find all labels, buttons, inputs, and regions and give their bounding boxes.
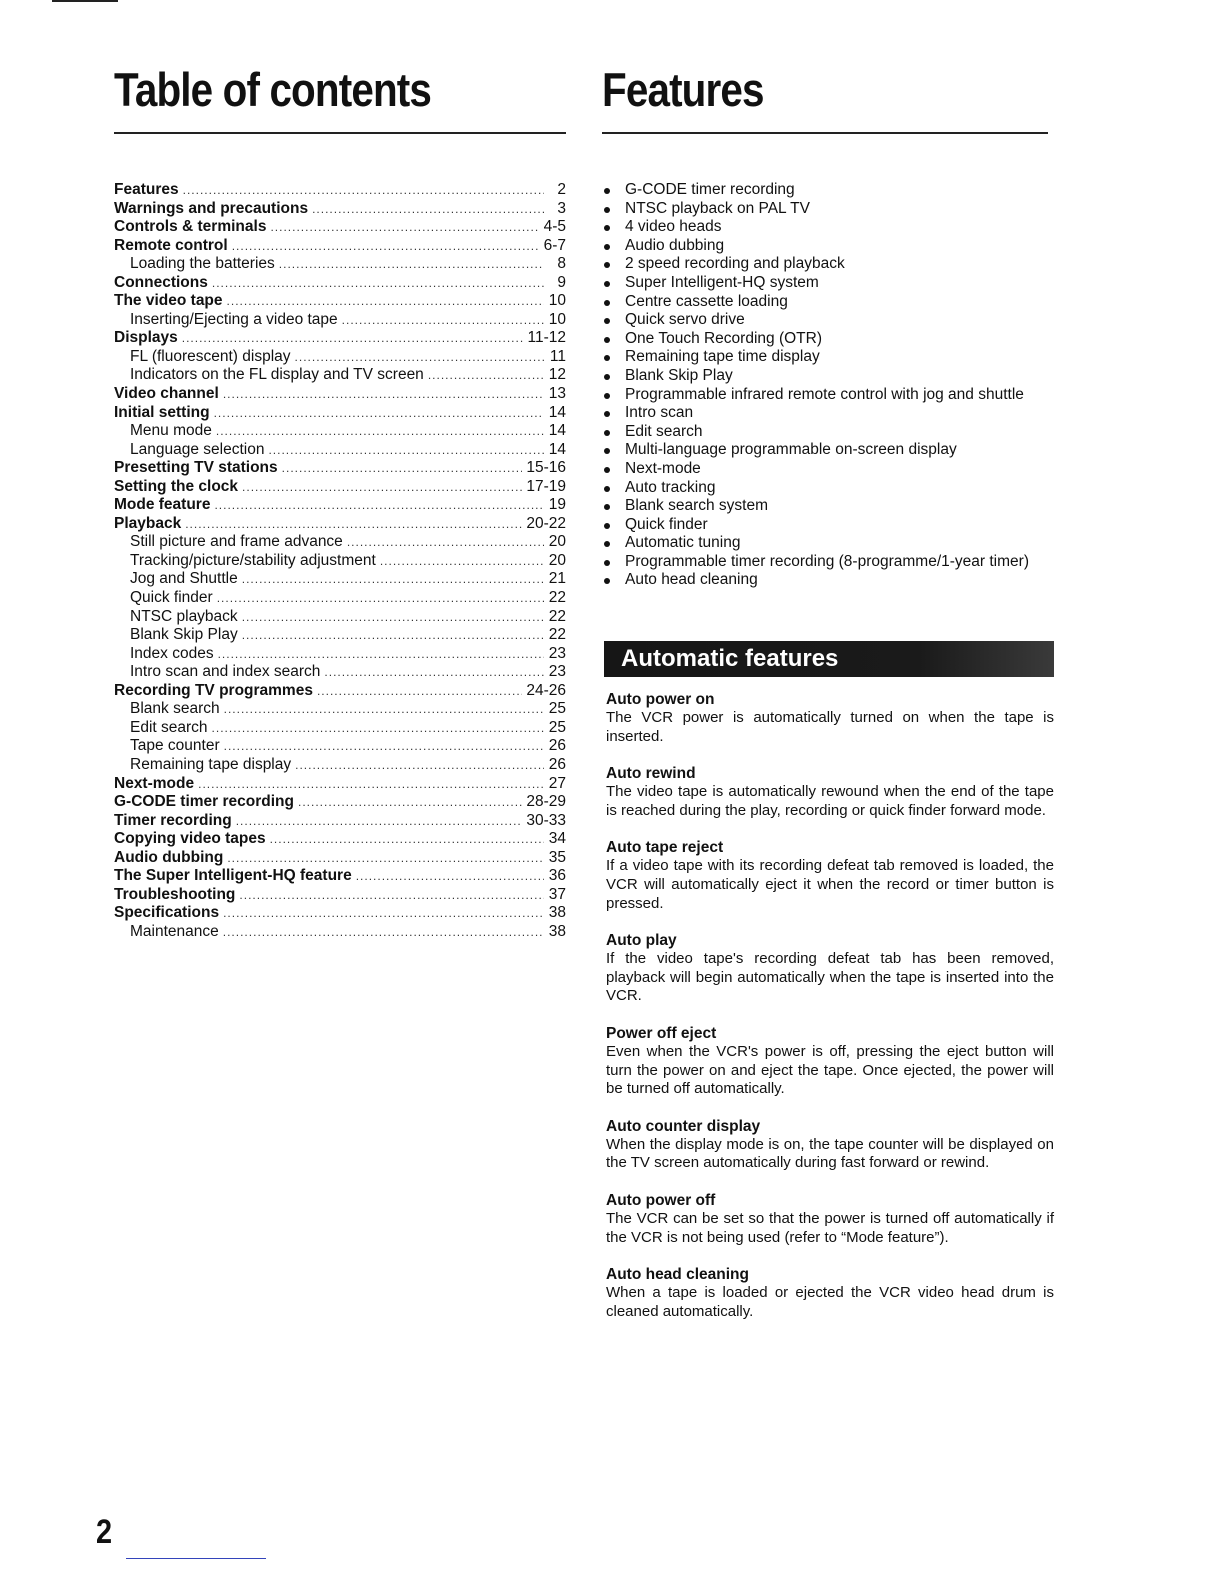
bottom-edge-line — [126, 1558, 266, 1559]
toc-leader-dots — [317, 682, 522, 701]
toc-leader-dots — [232, 237, 540, 256]
automatic-feature-heading: Power off eject — [606, 1024, 717, 1042]
automatic-feature — [606, 1265, 1054, 1321]
toc-entry-title: Initial setting — [114, 403, 210, 421]
toc-leader-dots — [268, 441, 544, 460]
automatic-feature-heading: Auto head cleaning — [606, 1266, 749, 1284]
toc-leader-dots — [218, 645, 544, 664]
toc-entry-page: 9 — [557, 273, 566, 291]
toc-entry — [114, 274, 566, 293]
toc-entry-title: Blank Skip Play — [130, 626, 238, 644]
feature-text: Next-mode — [625, 459, 701, 477]
automatic-feature-body: The VCR can be set so that the power is turned off automatically if the VCR is not being used (refer to “Mode feature”). — [606, 1209, 1054, 1246]
toc-entry-title: Blank search — [130, 700, 220, 718]
features-title-rule — [602, 132, 1048, 134]
toc-entry-page: 25 — [548, 700, 566, 718]
feature-item — [604, 479, 1056, 498]
toc-entry — [114, 422, 566, 441]
toc-entry-page: 38 — [548, 922, 566, 940]
toc-entry-title: Intro scan and index search — [130, 663, 321, 681]
bullet-icon — [604, 300, 610, 306]
toc-entry-title: The Super Intelligent-HQ feature — [114, 867, 352, 885]
toc-entry-page: 26 — [548, 737, 566, 755]
toc-entry-page: 14 — [548, 440, 566, 458]
toc-entry — [114, 830, 566, 849]
toc-leader-dots — [224, 737, 544, 756]
toc-leader-dots — [223, 923, 544, 942]
toc-entry-title: Setting the clock — [114, 477, 239, 495]
toc-leader-dots — [212, 719, 544, 738]
toc-entry-page: 20-22 — [526, 514, 566, 532]
toc-entry-title: NTSC playback — [130, 607, 238, 625]
toc-entry-title: Maintenance — [130, 922, 219, 940]
toc-leader-dots — [183, 181, 544, 200]
toc-entry-page: 10 — [548, 310, 566, 328]
toc-entry-title: Presetting TV stations — [114, 459, 278, 477]
automatic-feature-heading: Auto rewind — [606, 765, 696, 783]
toc-leader-dots — [212, 274, 544, 293]
feature-item — [604, 497, 1056, 516]
feature-item — [604, 218, 1056, 237]
toc-leader-dots — [223, 904, 544, 923]
bullet-icon — [604, 207, 610, 213]
toc-leader-dots — [217, 589, 544, 608]
automatic-feature-body: The video tape is automatically rewound when the end of the tape is reached during the play, recording or quick finder forward mode. — [606, 783, 1054, 819]
toc-entry — [114, 459, 566, 478]
toc-entry-title: Copying video tapes — [114, 830, 266, 848]
toc-entry — [114, 923, 566, 942]
features-header — [602, 60, 1054, 134]
toc-entry-page: 28-29 — [526, 793, 566, 811]
feature-text: Auto head cleaning — [625, 571, 758, 589]
bullet-icon — [604, 225, 610, 231]
bullet-icon — [604, 430, 610, 436]
feature-text: Programmable timer recording (8-programme/1-year timer) — [625, 552, 1029, 570]
toc-leader-dots — [282, 459, 523, 478]
toc-entry-page: 21 — [548, 570, 566, 588]
feature-text: Programmable infrared remote control with jog and shuttle — [625, 385, 1024, 403]
toc-entry — [114, 867, 566, 886]
feature-item — [604, 571, 1056, 590]
automatic-feature — [606, 1191, 1054, 1247]
toc-entry-page: 30-33 — [526, 811, 566, 829]
toc-leader-dots — [270, 830, 544, 849]
toc-entry — [114, 404, 566, 423]
feature-text: Centre cassette loading — [625, 292, 788, 310]
toc-leader-dots — [279, 255, 544, 274]
banner-title: Automatic features — [621, 645, 839, 672]
toc-entry — [114, 886, 566, 905]
toc-entry-page: 11-12 — [527, 329, 566, 347]
toc-entry — [114, 589, 566, 608]
automatic-features-list — [606, 690, 1054, 1339]
feature-text: One Touch Recording (OTR) — [625, 329, 822, 347]
bullet-icon — [604, 411, 610, 417]
feature-item — [604, 516, 1056, 535]
bullet-icon — [604, 393, 610, 399]
toc-entry-title: Connections — [114, 273, 208, 291]
toc-entry-title: Displays — [114, 329, 178, 347]
toc-entry-page: 14 — [548, 422, 566, 440]
toc-entry-page: 3 — [557, 199, 566, 217]
feature-item — [604, 441, 1056, 460]
feature-item — [604, 311, 1056, 330]
toc-entry-page: 23 — [548, 663, 566, 681]
toc-entry-page: 12 — [548, 366, 566, 384]
automatic-feature-body: When the display mode is on, the tape counter will be displayed on the TV screen automatically during fast forward or rewind. — [606, 1135, 1054, 1172]
feature-item — [604, 200, 1056, 219]
feature-item — [604, 330, 1056, 349]
toc-leader-dots — [242, 478, 522, 497]
toc-leader-dots — [298, 793, 522, 812]
toc-entry — [114, 608, 566, 627]
toc-entry-page: 36 — [548, 867, 566, 885]
toc-entry-page: 23 — [548, 644, 566, 662]
bullet-icon — [604, 448, 610, 454]
toc-leader-dots — [223, 385, 544, 404]
toc-entry — [114, 292, 566, 311]
feature-text: Audio dubbing — [625, 236, 725, 254]
toc-entry-title: Troubleshooting — [114, 885, 236, 903]
features-list — [604, 181, 1056, 590]
toc-entry-page: 35 — [548, 848, 566, 866]
toc-entry-title: Mode feature — [114, 496, 211, 514]
toc-entry-page: 15-16 — [526, 459, 566, 477]
toc-leader-dots — [347, 533, 544, 552]
toc-entry-title: Remote control — [114, 236, 228, 254]
toc-leader-dots — [214, 404, 544, 423]
toc-entry-page: 26 — [548, 755, 566, 773]
toc-entry — [114, 663, 566, 682]
toc-header — [114, 60, 566, 134]
toc-entry-title: Controls & terminals — [114, 218, 267, 236]
feature-text: Blank search system — [625, 497, 768, 515]
toc-entry-title: Remaining tape display — [130, 755, 292, 773]
toc-entry-title: Audio dubbing — [114, 848, 224, 866]
automatic-feature-body: Even when the VCR's power is off, pressing the eject button will turn the power on and eject the tape. Once ejected, the power will be turned off automatically. — [606, 1042, 1054, 1098]
table-of-contents — [114, 181, 566, 941]
bullet-icon — [604, 523, 610, 529]
toc-entry — [114, 849, 566, 868]
features-title: Features — [602, 63, 764, 116]
feature-item — [604, 423, 1056, 442]
toc-leader-dots — [312, 200, 544, 219]
feature-text: 2 speed recording and playback — [625, 255, 845, 273]
toc-entry-page: 24-26 — [526, 681, 566, 699]
toc-entry — [114, 515, 566, 534]
toc-leader-dots — [242, 626, 544, 645]
toc-entry-title: FL (fluorescent) display — [130, 347, 291, 365]
bullet-icon — [604, 578, 610, 584]
toc-leader-dots — [239, 886, 544, 905]
toc-entry-page: 4-5 — [543, 218, 566, 236]
feature-text: Auto tracking — [625, 478, 716, 496]
toc-entry-page: 37 — [548, 885, 566, 903]
automatic-feature-heading: Auto play — [606, 932, 677, 950]
toc-entry — [114, 218, 566, 237]
toc-entry — [114, 200, 566, 219]
bullet-icon — [604, 541, 610, 547]
bullet-icon — [604, 355, 610, 361]
toc-entry-page: 22 — [548, 589, 566, 607]
automatic-feature-heading: Auto counter display — [606, 1117, 761, 1135]
feature-item — [604, 386, 1056, 405]
toc-entry — [114, 348, 566, 367]
automatic-feature — [606, 1024, 1054, 1099]
toc-entry-title: Language selection — [130, 440, 265, 458]
automatic-feature-body: The VCR power is automatically turned on when the tape is inserted. — [606, 709, 1054, 745]
toc-entry — [114, 904, 566, 923]
toc-entry-page: 2 — [557, 181, 566, 198]
toc-leader-dots — [236, 812, 523, 831]
automatic-feature — [606, 690, 1054, 746]
toc-entry — [114, 737, 566, 756]
toc-entry-title: Quick finder — [130, 589, 213, 607]
toc-leader-dots — [182, 329, 524, 348]
toc-entry — [114, 311, 566, 330]
feature-text: Blank Skip Play — [625, 366, 733, 384]
toc-leader-dots — [227, 849, 544, 868]
toc-entry — [114, 181, 566, 200]
toc-entry-title: Specifications — [114, 904, 220, 922]
toc-entry-title: Video channel — [114, 385, 219, 403]
bullet-icon — [604, 244, 610, 250]
bullet-icon — [604, 560, 610, 566]
toc-entry-page: 8 — [557, 255, 566, 273]
bullet-icon — [604, 318, 610, 324]
toc-leader-dots — [242, 608, 544, 627]
automatic-feature — [606, 1117, 1054, 1173]
toc-leader-dots — [324, 663, 544, 682]
toc-entry-title: Loading the batteries — [130, 255, 275, 273]
toc-leader-dots — [214, 496, 544, 515]
toc-leader-dots — [198, 775, 544, 794]
toc-entry — [114, 626, 566, 645]
toc-leader-dots — [295, 756, 544, 775]
toc-entry — [114, 756, 566, 775]
toc-entry — [114, 237, 566, 256]
toc-entry — [114, 329, 566, 348]
toc-entry-page: 19 — [548, 496, 566, 514]
feature-item — [604, 274, 1056, 293]
toc-entry — [114, 682, 566, 701]
feature-text: Quick servo drive — [625, 311, 745, 329]
bullet-icon — [604, 188, 610, 194]
toc-entry-page: 13 — [548, 385, 566, 403]
toc-entry-title: Indicators on the FL display and TV screen — [130, 366, 424, 384]
automatic-feature — [606, 764, 1054, 820]
toc-entry-page: 14 — [548, 403, 566, 421]
bullet-icon — [604, 337, 610, 343]
toc-leader-dots — [428, 366, 544, 385]
feature-text: Super Intelligent-HQ system — [625, 273, 819, 291]
toc-entry-title: G-CODE timer recording — [114, 793, 294, 811]
toc-entry-title: Edit search — [130, 718, 208, 736]
feature-item — [604, 181, 1056, 200]
feature-item — [604, 348, 1056, 367]
toc-leader-dots — [295, 348, 544, 367]
toc-entry-page: 25 — [548, 718, 566, 736]
feature-item — [604, 237, 1056, 256]
toc-entry — [114, 366, 566, 385]
top-edge-line — [52, 0, 118, 2]
toc-entry — [114, 775, 566, 794]
toc-leader-dots — [356, 867, 544, 886]
bullet-icon — [604, 262, 610, 268]
toc-entry — [114, 441, 566, 460]
toc-entry-title: Timer recording — [114, 811, 232, 829]
toc-entry-page: 22 — [548, 607, 566, 625]
toc-entry-title: Tracking/picture/stability adjustment — [130, 551, 376, 569]
toc-leader-dots — [270, 218, 539, 237]
toc-entry — [114, 385, 566, 404]
feature-item — [604, 404, 1056, 423]
feature-item — [604, 293, 1056, 312]
toc-entry-title: Index codes — [130, 644, 214, 662]
feature-text: Multi-language programmable on-screen display — [625, 441, 957, 459]
toc-entry — [114, 478, 566, 497]
toc-entry-page: 17-19 — [526, 477, 566, 495]
feature-item — [604, 367, 1056, 386]
automatic-feature-heading: Auto power off — [606, 1191, 716, 1209]
toc-entry-page: 10 — [548, 292, 566, 310]
page-number: 2 — [96, 1513, 113, 1551]
toc-leader-dots — [216, 422, 544, 441]
toc-title: Table of contents — [114, 63, 431, 116]
toc-entry-page: 27 — [548, 774, 566, 792]
toc-leader-dots — [224, 700, 544, 719]
toc-entry-title: Features — [114, 181, 179, 198]
toc-entry-title: Recording TV programmes — [114, 681, 313, 699]
bullet-icon — [604, 281, 610, 287]
automatic-feature — [606, 931, 1054, 1006]
feature-text: 4 video heads — [625, 218, 722, 236]
toc-title-rule — [114, 132, 566, 134]
automatic-feature-body: If a video tape with its recording defeat tab removed is loaded, the VCR will automatically eject it when the record or timer button is pressed. — [606, 857, 1054, 912]
feature-text: Automatic tuning — [625, 534, 741, 552]
toc-entry-page: 20 — [548, 533, 566, 551]
bullet-icon — [604, 486, 610, 492]
toc-entry-title: Tape counter — [130, 737, 220, 755]
toc-leader-dots — [380, 552, 544, 571]
feature-text: Edit search — [625, 422, 703, 440]
toc-entry — [114, 812, 566, 831]
toc-entry — [114, 496, 566, 515]
toc-entry-page: 38 — [548, 904, 566, 922]
bullet-icon — [604, 467, 610, 473]
toc-leader-dots — [242, 570, 544, 589]
toc-entry-title: Inserting/Ejecting a video tape — [130, 310, 338, 328]
bullet-icon — [604, 374, 610, 380]
toc-entry-title: The video tape — [114, 292, 223, 310]
toc-entry-title: Warnings and precautions — [114, 199, 309, 217]
toc-leader-dots — [185, 515, 522, 534]
feature-item — [604, 255, 1056, 274]
automatic-features-banner — [604, 641, 1054, 677]
toc-entry-title: Still picture and frame advance — [130, 533, 343, 551]
toc-entry-page: 22 — [548, 626, 566, 644]
feature-text: NTSC playback on PAL TV — [625, 199, 810, 217]
feature-item — [604, 534, 1056, 553]
toc-entry — [114, 552, 566, 571]
toc-entry — [114, 719, 566, 738]
toc-entry — [114, 700, 566, 719]
toc-entry-title: Next-mode — [114, 774, 195, 792]
automatic-feature-body: When a tape is loaded or ejected the VCR video head drum is cleaned automatically. — [606, 1284, 1054, 1320]
toc-entry-page: 20 — [548, 551, 566, 569]
automatic-feature-body: If the video tape's recording defeat tab has been removed, playback will begin automatically when the tape is inserted into the VCR. — [606, 950, 1054, 1005]
feature-text: G-CODE timer recording — [625, 181, 795, 198]
toc-entry — [114, 645, 566, 664]
automatic-feature-heading: Auto tape reject — [606, 839, 724, 857]
toc-entry-page: 11 — [549, 347, 566, 365]
bullet-icon — [604, 504, 610, 510]
toc-entry — [114, 533, 566, 552]
toc-entry-title: Jog and Shuttle — [130, 570, 238, 588]
toc-entry — [114, 570, 566, 589]
automatic-feature-heading: Auto power on — [606, 691, 715, 708]
feature-item — [604, 460, 1056, 479]
toc-entry-page: 34 — [548, 830, 566, 848]
toc-entry-title: Playback — [114, 514, 182, 532]
toc-leader-dots — [227, 292, 544, 311]
toc-leader-dots — [342, 311, 544, 330]
feature-text: Intro scan — [625, 404, 694, 422]
feature-item — [604, 553, 1056, 572]
automatic-feature — [606, 838, 1054, 913]
toc-entry — [114, 255, 566, 274]
toc-entry — [114, 793, 566, 812]
toc-entry-title: Menu mode — [130, 422, 212, 440]
feature-text: Quick finder — [625, 515, 708, 533]
toc-entry-page: 6-7 — [543, 236, 566, 254]
feature-text: Remaining tape time display — [625, 348, 820, 366]
